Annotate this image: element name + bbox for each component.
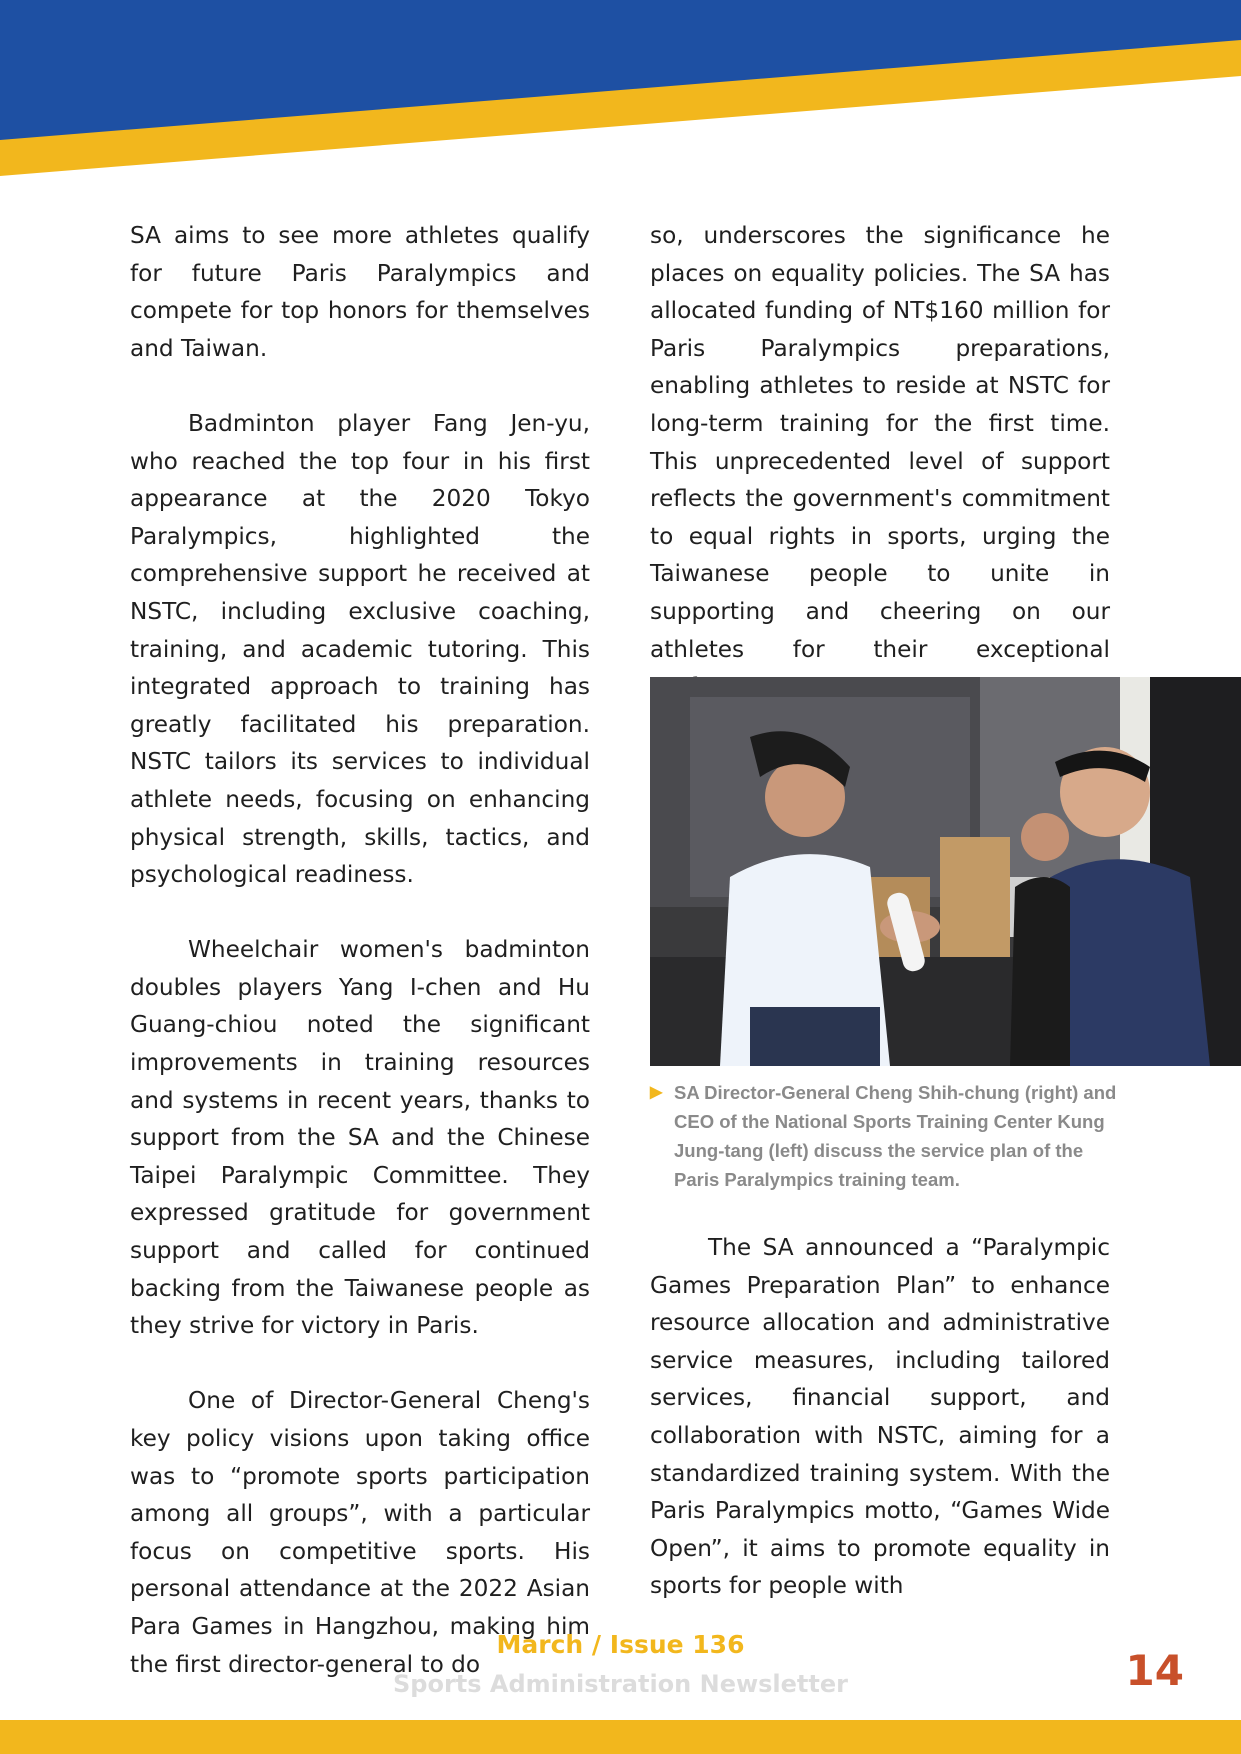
paragraph: SA aims to see more athletes qualify for future Paris Paralympics and compete for top honors for themselves and Taiwan. (130, 222, 590, 362)
photo-caption (650, 1078, 1120, 1194)
article-photo (650, 677, 1241, 1066)
paragraph: One of Director-General Cheng's key policy visions upon taking office was to “promote sports participation among all groups”, with a particular focus on competitive sports. His personal attendance at the 2022 Asian Para Games in Hangzhou, making him the first director-general to do (130, 1387, 590, 1678)
issue-label: March / Issue 136 (496, 1630, 745, 1659)
paragraph: The SA announced a “Paralympic Games Preparation Plan” to enhance resource allocation and administrative service measures, including tailored services, financial support, and collaboration with NSTC, aiming for a standardized training system. With the Paris Paralympics motto, “Games Wide Open”, it aims to promote equality in sports for people with (650, 1234, 1110, 1600)
paragraph: so, underscores the significance he places on equality policies. The SA has allocated funding of NT$160 million for Paris Paralympics preparations, enabling athletes to reside at NSTC for long-term training for the first time. This unprecedented level of support reflects the government's commitment to equal rights in sports, urging the Taiwanese people to unite in supporting and cheering on our athletes for their exceptional (650, 222, 1110, 663)
newsletter-title: Sports Administration Newsletter (392, 1670, 848, 1698)
footer-bar (0, 1720, 1241, 1754)
page-number: 14 (1125, 1646, 1184, 1695)
paragraph: Wheelchair women's badminton doubles players Yang I-chen and Hu Guang-chiou noted the significant improvements in training resources and systems in recent years, thanks to support from the SA and the Chinese Taipei Paralympic Committee. They expressed gratitude for government support and called for continued backing from the Taiwanese people as they strive for victory in Paris. (130, 936, 590, 1340)
right-text-column (650, 217, 1110, 743)
triangle-right-icon: ▶ (650, 1084, 663, 1101)
left-text-column (130, 217, 590, 1721)
right-text-column-lower (650, 1229, 1110, 1643)
caption-text: SA Director-General Cheng Shih-chung (right) and CEO of the National Sports Training Center Kung Jung-tang (left) discuss the service plan of the Paris Paralympics training team. (674, 1082, 1117, 1190)
paragraph: Badminton player Fang Jen-yu, who reached the top four in his first appearance at the 2020 Tokyo Paralympics, highlighted the comprehensive support he received at NSTC, including exclusive coaching, training, and academic tutoring. This integrated approach to training has greatly facilitated his preparation. NSTC tailors its services to individual athlete needs, focusing on enhancing physical strength, skills, tactics, and psychological readiness. (130, 409, 590, 889)
header-banner (0, 0, 1241, 180)
